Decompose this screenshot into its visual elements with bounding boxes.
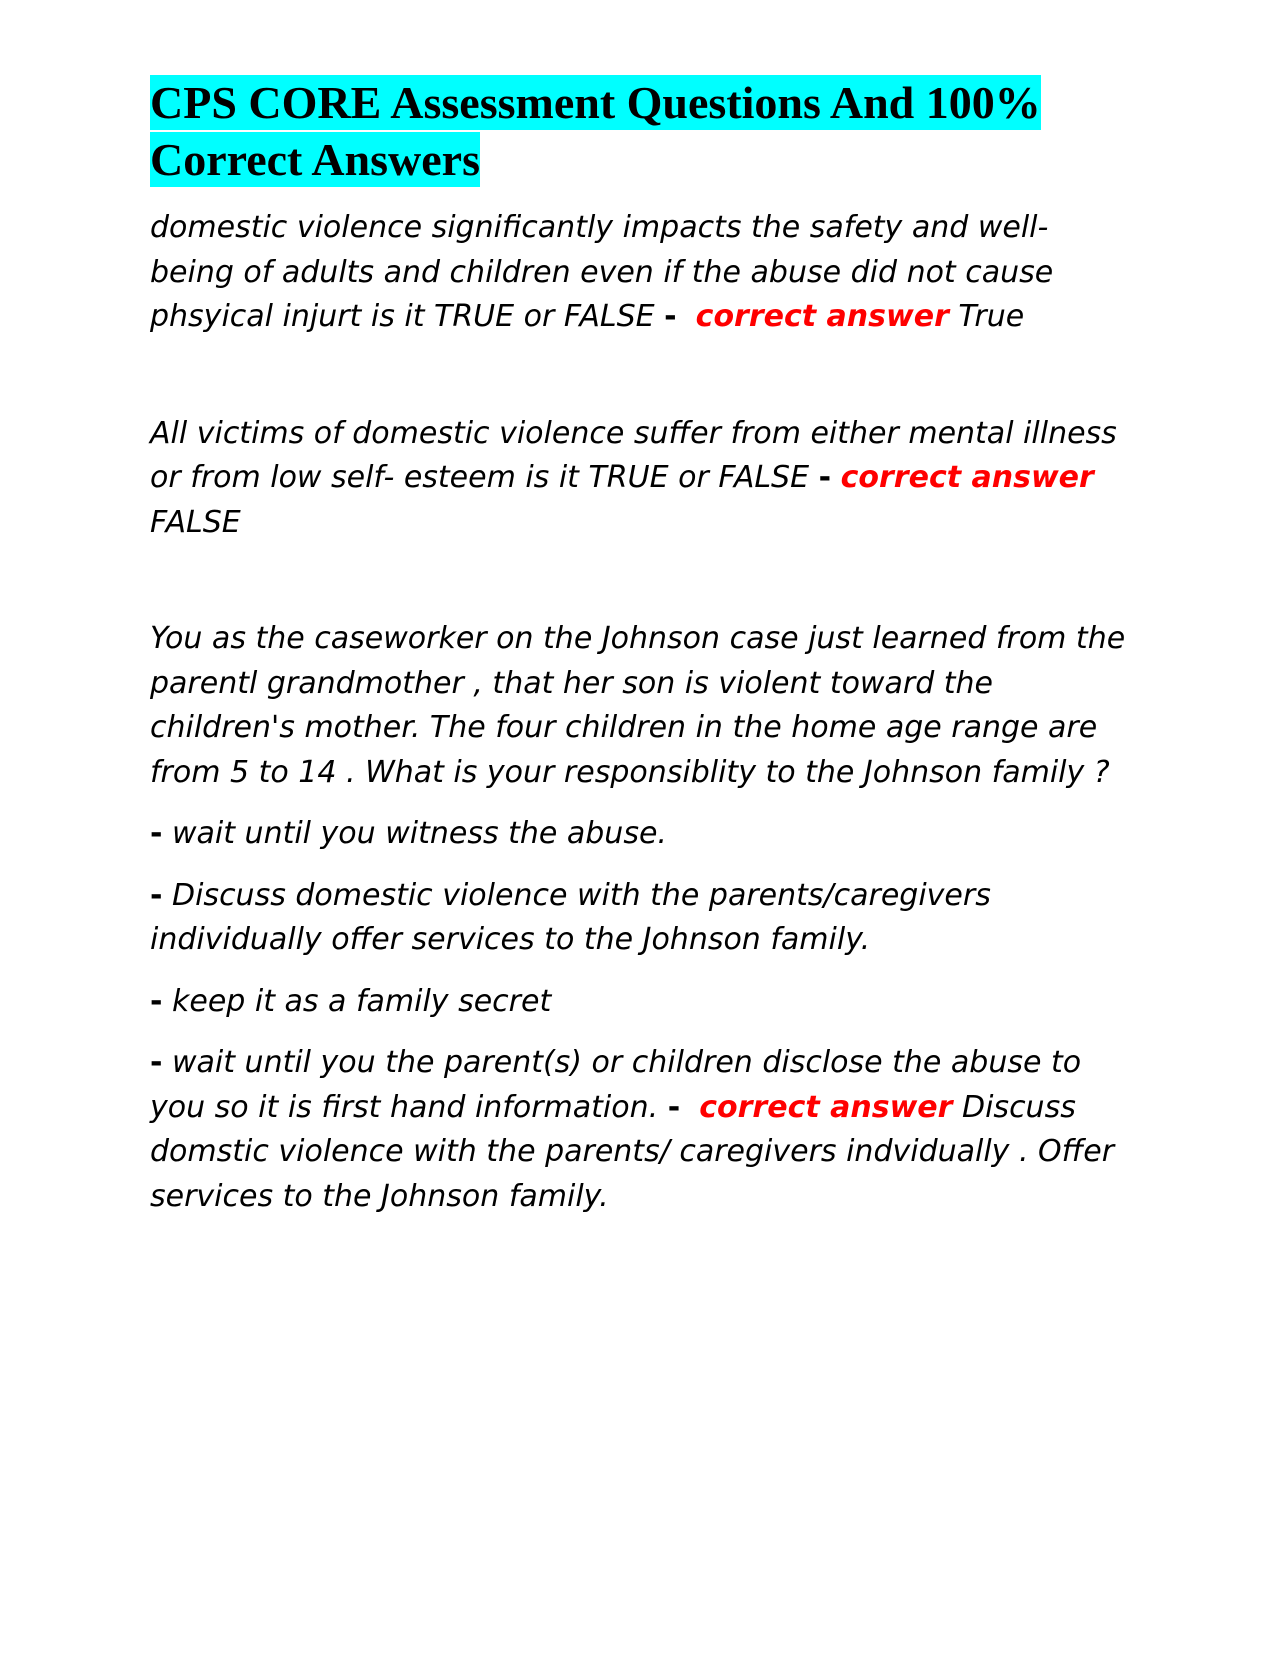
- option-text: wait until you witness the abuse.: [172, 816, 667, 851]
- question-3-option-3: - keep it as a family secret: [150, 983, 552, 1019]
- document-page: [150, 74, 1130, 1219]
- option-text: keep it as a family secret: [172, 983, 552, 1019]
- question-2-text: All victims of domestic violence suffer from either mental illness or from low self- esteem is it TRUE or FALSE: [150, 415, 1117, 495]
- question-1: domestic violence significantly impacts the safety and well- being of adults and children even if the abuse did not cause phsyical injurt is it TRUE or FALSE - correct answer True: [150, 210, 1054, 334]
- question-3-option-2: - Discuss domestic violence with the parents/caregivers individually offer services to the Johnson family.: [150, 877, 991, 957]
- question-2: All victims of domestic violence suffer from either mental illness or from low self- esteem is it TRUE or FALSE - correct answer FALSE: [150, 415, 1117, 540]
- document-title: [150, 74, 1130, 188]
- question-3-option-4: - wait until you the parent(s) or children disclose the abuse to you so it is first hand information. - correct answer Discuss domstic violence with the parents/ caregivers indvidually . Offer services to the Johnson family.: [150, 1045, 1115, 1214]
- question-3-text: You as the caseworker on the Johnson case just learned from the parentl grandmother , that her son is violent toward the children's mother. The four children in the home age range are from 5 to 14 . What is your responsiblity to the Johnson family ?: [150, 621, 1126, 790]
- correct-answer-label: correct answer: [840, 460, 1094, 495]
- question-3-option-1: - wait until you witness the abuse.: [150, 816, 667, 851]
- correct-answer-label: correct answer: [699, 1089, 953, 1125]
- option-text: wait until you the parent(s) or children disclose the abuse to you so it is first hand information.: [150, 1045, 1082, 1125]
- spacer: [150, 340, 1130, 412]
- title-highlight: CPS CORE Assessment Questions And 100% Correct Answers: [150, 77, 1041, 185]
- question-2-answer: FALSE: [150, 504, 241, 540]
- option-text: Discuss domestic violence with the parents/caregivers individually offer services to the Johnson family.: [150, 877, 991, 957]
- question-3-answer: Discuss domstic violence with the parents/ caregivers indvidually . Offer services to the Johnson family.: [150, 1089, 1115, 1214]
- question-1-text: domestic violence significantly impacts the safety and well- being of adults and children even if the abuse did not cause phsyical injurt is it TRUE or FALSE: [150, 210, 1054, 334]
- correct-answer-label: correct answer: [695, 299, 949, 334]
- question-3: [150, 617, 1130, 795]
- spacer: [150, 545, 1130, 617]
- question-1-answer: True: [958, 299, 1025, 334]
